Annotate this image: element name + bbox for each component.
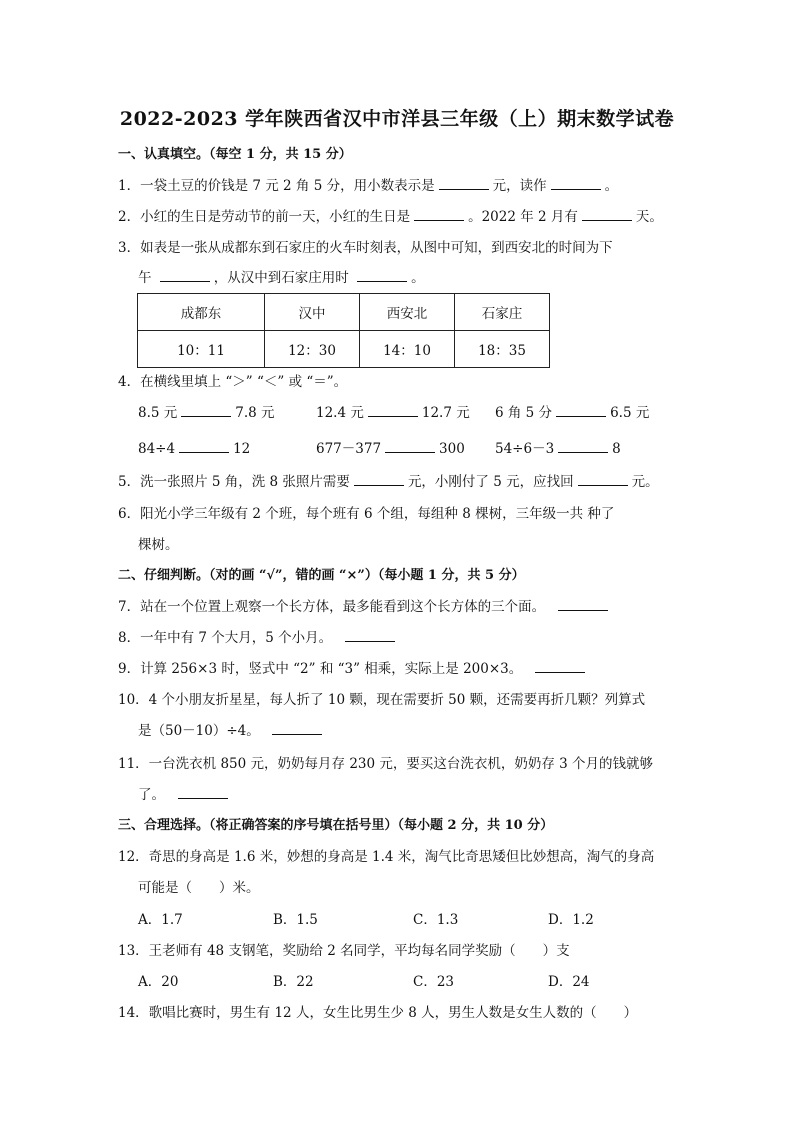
q4-left: 8.5 元 — [138, 405, 178, 421]
section-1-heading: 一、认真填空。（每空 1 分，共 15 分） — [118, 147, 352, 162]
exam-title: 2022-2023 学年陕西省汉中市洋县三年级（上）期末数学试卷 — [119, 108, 675, 130]
q5-text-b: 元，小刚付了 5 元，应找回 — [407, 474, 574, 490]
q7-text: 7．站在一个位置上观察一个长方体，最多能看到这个长方体的三个面。 — [118, 599, 546, 615]
q5-text-c: 元。 — [631, 474, 659, 490]
time-cell: 18：35 — [455, 331, 550, 368]
q5-text-a: 5．洗一张照片 5 角，洗 8 张照片需要 — [118, 474, 350, 490]
q13-option-a[interactable]: A．20 — [138, 974, 179, 990]
q12-option-c[interactable]: C．1.3 — [413, 912, 459, 928]
timetable-time-row — [138, 331, 550, 368]
q4-blank[interactable] — [181, 404, 231, 417]
q4-right: 7.8 元 — [235, 405, 275, 421]
question-7 — [118, 598, 612, 616]
q13-option-c[interactable]: C．23 — [413, 974, 455, 990]
q1-blank-2[interactable] — [551, 177, 601, 190]
q5-blank-1[interactable] — [354, 473, 404, 486]
q5-blank-2[interactable] — [578, 473, 628, 486]
question-9 — [118, 660, 589, 678]
section-2-heading: 二、仔细判断。（对的画 “√”，错的画 “×”）（每小题 1 分，共 5 分） — [118, 568, 525, 583]
q12-option-b[interactable]: B．1.5 — [273, 912, 318, 928]
q2-text-b: 。2022 年 2 月有 — [468, 209, 578, 225]
q3-text-b: 午 — [138, 270, 152, 286]
question-13: 13．王老师有 48 支钢笔，奖励给 2 名同学，平均每名同学奖励（ ）支 — [118, 943, 570, 959]
q4-left: 54÷6－3 — [495, 441, 555, 457]
question-1 — [118, 177, 618, 195]
station-cell: 西安北 — [360, 294, 455, 331]
question-14: 14．歌唱比赛时，男生有 12 人，女生比男生少 8 人，男生人数是女生人数的（ ） — [118, 1005, 638, 1021]
q4-compare-6 — [495, 440, 621, 458]
q2-text-a: 2．小红的生日是劳动节的前一天，小红的生日是 — [118, 209, 411, 225]
q8-blank[interactable] — [345, 629, 395, 642]
train-timetable — [137, 293, 550, 368]
q4-right: 300 — [439, 441, 465, 457]
question-6-line-2: 棵树。 — [138, 537, 179, 553]
q3-blank-2[interactable] — [357, 269, 407, 282]
q3-text-c: ，从汉中到石家庄用时 — [213, 270, 349, 286]
q4-left: 677－377 — [316, 441, 382, 457]
q10-text-b: 是（50－10）÷4。 — [138, 723, 260, 739]
q4-compare-4 — [138, 440, 250, 458]
q11-text-b: 了。 — [138, 787, 165, 803]
q9-text: 9．计算 256×3 时，竖式中 “2” 和 “3” 相乘，实际上是 200×3。 — [118, 661, 523, 677]
time-cell: 14：10 — [360, 331, 455, 368]
q9-blank[interactable] — [535, 660, 585, 673]
q4-blank[interactable] — [556, 404, 606, 417]
q4-right: 12.7 元 — [421, 405, 470, 421]
q4-compare-1 — [138, 404, 275, 422]
q1-text-a: 1．一袋土豆的价钱是 7 元 2 角 5 分，用小数表示是 — [118, 178, 435, 194]
question-12-line-1: 12．奇思的身高是 1.6 米，妙想的身高是 1.4 米，淘气比奇思矮但比妙想高，淘气的身高 — [118, 849, 655, 865]
q1-text-b: 元，读作 — [492, 178, 547, 194]
question-6-line-1: 6．阳光小学三年级有 2 个班，每个班有 6 个组，每组种 8 棵树，三年级一共 种了 — [118, 506, 615, 522]
q3-blank-1[interactable] — [160, 269, 210, 282]
question-10-line-1: 10．4 个小朋友折星星，每人折了 10 颗，现在需要折 50 颗，还需要再折几颗？列算式 — [118, 692, 646, 708]
q12-option-d[interactable]: D．1.2 — [548, 912, 594, 928]
q4-blank[interactable] — [368, 404, 418, 417]
question-10-line-2 — [138, 722, 326, 740]
q4-blank[interactable] — [385, 440, 435, 453]
time-cell: 12：30 — [265, 331, 360, 368]
q4-compare-5 — [316, 440, 465, 458]
q4-blank[interactable] — [558, 440, 608, 453]
station-cell: 成都东 — [138, 294, 265, 331]
station-cell: 汉中 — [265, 294, 360, 331]
question-2 — [118, 208, 663, 226]
question-4-stem: 4．在横线里填上 “＞” “＜” 或 “＝”。 — [118, 374, 348, 390]
q4-left: 12.4 元 — [316, 405, 364, 421]
question-3-line-2 — [138, 269, 425, 287]
q2-text-c: 天。 — [635, 209, 663, 225]
q2-blank-2[interactable] — [582, 208, 632, 221]
time-cell: 10：11 — [138, 331, 265, 368]
q3-text-d: 。 — [411, 270, 425, 286]
question-8 — [118, 629, 399, 647]
q13-option-d[interactable]: D．24 — [548, 974, 590, 990]
section-3-heading: 三、合理选择。（将正确答案的序号填在括号里）（每小题 2 分，共 10 分） — [118, 818, 554, 833]
q4-compare-2 — [316, 404, 470, 422]
timetable-header-row — [138, 294, 550, 331]
question-11-line-1: 11．一台洗衣机 850 元，奶奶每月存 230 元，要买这台洗衣机，奶奶存 3 个月的钱就够 — [118, 756, 654, 772]
q1-blank-1[interactable] — [439, 177, 489, 190]
q11-blank[interactable] — [178, 786, 228, 799]
question-11-line-2 — [138, 786, 232, 804]
q4-right: 6.5 元 — [610, 405, 650, 421]
q1-text-c: 。 — [604, 178, 619, 194]
q2-blank-1[interactable] — [414, 208, 464, 221]
q13-option-b[interactable]: B．22 — [273, 974, 314, 990]
q4-compare-3 — [495, 404, 649, 422]
q4-left: 6 角 5 分 — [495, 405, 553, 421]
q4-left: 84÷4 — [138, 441, 176, 457]
question-12-line-2: 可能是（ ）米。 — [138, 880, 260, 896]
q10-blank[interactable] — [272, 722, 322, 735]
q4-right: 12 — [233, 441, 251, 457]
q12-option-a[interactable]: A．1.7 — [138, 912, 183, 928]
q7-blank[interactable] — [558, 598, 608, 611]
question-3-line-1: 3．如表是一张从成都东到石家庄的火车时刻表，从图中可知，到西安北的时间为下 — [118, 240, 613, 256]
question-5 — [118, 473, 659, 491]
station-cell: 石家庄 — [455, 294, 550, 331]
q8-text: 8．一年中有 7 个大月，5 个小月。 — [118, 630, 333, 646]
q4-right: 8 — [612, 441, 621, 457]
q4-blank[interactable] — [179, 440, 229, 453]
